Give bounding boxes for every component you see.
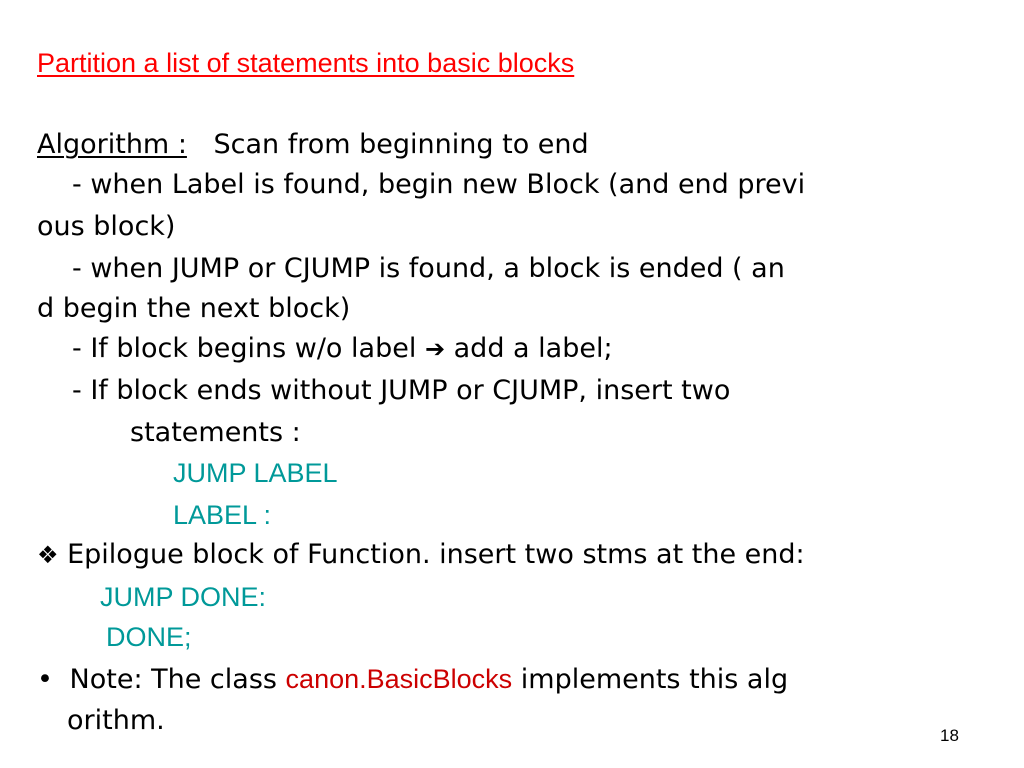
class-name: canon.BasicBlocks xyxy=(285,664,513,694)
code-jump-done: JUMP DONE: xyxy=(100,582,267,612)
code-jump-label: JUMP LABEL xyxy=(173,458,338,488)
rule-line-4-cont: statements : xyxy=(130,417,301,448)
code-label: LABEL : xyxy=(173,500,272,530)
diamond-bullet-icon: ❖ xyxy=(37,541,59,569)
page-number: 18 xyxy=(940,726,959,745)
epilogue-line: ❖ Epilogue block of Function. insert two stms at the end: xyxy=(37,539,805,570)
rule-line-3: - If block begins w/o label ➔ add a label; xyxy=(72,333,613,364)
rule-line-2: - when JUMP or CJUMP is found, a block is ended ( an xyxy=(72,253,785,284)
rule-line-4: - If block ends without JUMP or CJUMP, insert two xyxy=(72,375,731,406)
slide-title: Partition a list of statements into basic blocks xyxy=(37,48,575,78)
note-line-cont: orithm. xyxy=(67,705,165,736)
arrow-right-icon: ➔ xyxy=(424,335,446,363)
algorithm-line xyxy=(37,128,589,162)
note-line: • Note: The class canon.BasicBlocks implements this alg xyxy=(37,664,789,695)
dot-bullet-icon: • xyxy=(37,664,53,695)
rule-line-2-cont: d begin the next block) xyxy=(37,293,351,324)
algorithm-text: Scan from beginning to end xyxy=(213,129,589,160)
code-done: DONE; xyxy=(106,622,192,652)
rule-line-1-cont: ous block) xyxy=(37,211,176,242)
rule-line-1: - when Label is found, begin new Block (and end previ xyxy=(72,169,806,200)
algorithm-label: Algorithm : xyxy=(37,129,187,160)
